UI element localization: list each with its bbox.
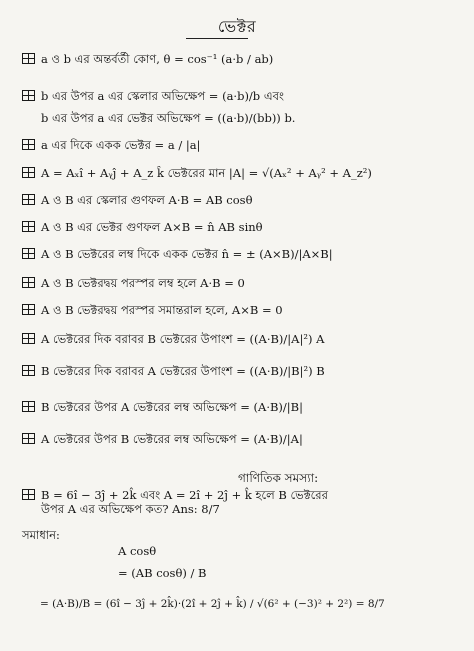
bullet-icon (22, 277, 35, 288)
solution-label: সমাধান: (22, 528, 60, 542)
formula-line (22, 364, 467, 378)
bullet-icon (22, 489, 35, 500)
formula-text: A ও B ভেক্টরদ্বয় পরস্পর সমান্তরাল হলে, A×B = 0 (41, 303, 283, 317)
solution-step: = (AB cosθ) / B (118, 566, 207, 580)
formula-text: A ও B ভেক্টরের লম্ব দিকে একক ভেক্টর n̂ = ± (A×B)/|A×B| (41, 247, 333, 261)
formula-line (22, 276, 467, 290)
formula-text: A ও B এর স্কেলার গুণফল A·B = AB cosθ (41, 193, 253, 207)
formula-text: A ভেক্টরের উপর B ভেক্টরের লম্ব অভিক্ষেপ = (A·B)/|A| (41, 432, 303, 446)
section-heading: গাণিতিক সমস্যা: (238, 471, 319, 485)
formula-line (22, 89, 467, 103)
formula-text: A ও B ভেক্টরদ্বয় পরস্পর লম্ব হলে A·B = 0 (41, 276, 245, 290)
formula-text: B ভেক্টরের উপর A ভেক্টরের লম্ব অভিক্ষেপ = (A·B)/|B| (41, 400, 303, 414)
bullet-icon (22, 433, 35, 444)
solution-step: = (A·B)/B = (6î − 3ĵ + 2k̂)·(2î + 2ĵ + k̂) / √(6² + (−3)² + 2²) = 8/7 (40, 598, 385, 610)
bullet-icon (22, 194, 35, 205)
bullet-icon (22, 167, 35, 178)
formula-text: b এর উপর a এর স্কেলার অভিক্ষেপ = (a·b)/b এবং (41, 89, 284, 103)
formula-line (22, 193, 467, 207)
problem-text: B = 6î − 3ĵ + 2k̂ এবং A = 2î + 2ĵ + k̂ হলে B ভেক্টরের (41, 488, 328, 502)
problem-statement (22, 488, 462, 516)
formula-line (22, 52, 467, 66)
title-underline (186, 38, 248, 39)
problem-text: উপর A এর অভিক্ষেপ কত? Ans: 8/7 (41, 502, 220, 516)
formula-text: A ভেক্টরের দিক বরাবর B ভেক্টরের উপাংশ = ((A·B)/|A|²) A (41, 332, 325, 346)
formula-line (22, 166, 467, 180)
formula-text: a ও b এর অন্তর্বর্তী কোণ, θ = cos⁻¹ (a·b / ab) (41, 52, 274, 66)
formula-text: a এর দিকে একক ভেক্টর = a / |a| (41, 138, 201, 152)
bullet-icon (22, 139, 35, 150)
formula-line (22, 400, 467, 414)
bullet-icon (22, 401, 35, 412)
formula-text: B ভেক্টরের দিক বরাবর A ভেক্টরের উপাংশ = ((A·B)/|B|²) B (41, 364, 325, 378)
page-title: ভেক্টর (217, 17, 257, 36)
formula-line (22, 247, 467, 261)
bullet-icon (22, 304, 35, 315)
formula-line (22, 303, 467, 317)
problem-line (22, 488, 462, 502)
solution-step: A cosθ (118, 544, 157, 558)
bullet-icon (22, 333, 35, 344)
bullet-icon (22, 90, 35, 101)
formula-text: b এর উপর a এর ভেক্টর অভিক্ষেপ = ((a·b)/(bb)) b. (41, 111, 296, 125)
problem-line (22, 502, 462, 516)
bullet-icon (22, 248, 35, 259)
formula-text: A ও B এর ভেক্টর গুণফল A×B = n̂ AB sinθ (41, 220, 263, 234)
formula-line (22, 332, 467, 346)
bullet-icon (22, 221, 35, 232)
formula-line (22, 432, 467, 446)
bullet-icon (22, 365, 35, 376)
bullet-icon (22, 53, 35, 64)
formula-line (22, 111, 474, 125)
formula-line (22, 138, 467, 152)
formula-text: A = Aₓî + Aᵧĵ + A_z k̂ ভেক্টরের মান |A| = √(Aₓ² + Aᵧ² + A_z²) (41, 166, 372, 180)
formula-line (22, 220, 467, 234)
